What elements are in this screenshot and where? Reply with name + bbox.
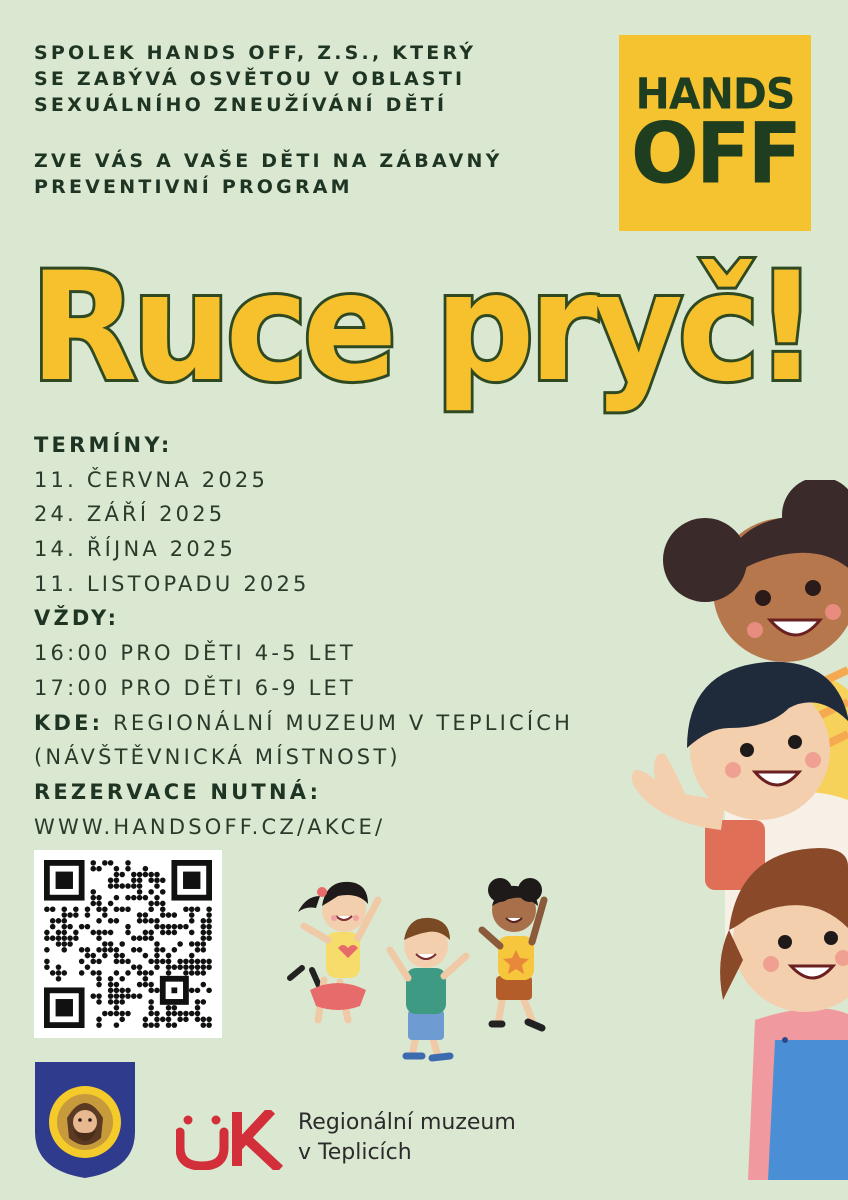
invitation-line: ZVE VÁS A VAŠE DĚTI NA ZÁBAVNÝ bbox=[34, 150, 503, 172]
event-info bbox=[34, 428, 654, 844]
where-detail: (NÁVŠTĚVNICKÁ MÍSTNOST) bbox=[34, 745, 401, 770]
headline-title: Ruce pryč! bbox=[30, 241, 813, 415]
date-item: 14. ŘÍJNA 2025 bbox=[34, 537, 237, 562]
teplice-crest-icon bbox=[33, 1060, 137, 1180]
peeking-girl-bottom bbox=[720, 848, 848, 1180]
hands-off-logo bbox=[619, 35, 811, 231]
always-label: VŽDY: bbox=[34, 606, 120, 631]
intro-line: SEXUÁLNÍHO ZNEUŽÍVÁNÍ DĚTÍ bbox=[34, 94, 448, 116]
qr-code-graphic bbox=[44, 860, 212, 1028]
museum-name-line: v Teplicích bbox=[298, 1140, 412, 1165]
uk-museum-logo-icon bbox=[176, 1110, 284, 1170]
date-item: 11. LISTOPADU 2025 bbox=[34, 571, 310, 596]
museum-name-line: Regionální muzeum bbox=[298, 1110, 516, 1135]
terms-label: TERMÍNY: bbox=[34, 433, 173, 457]
where-label: KDE: bbox=[34, 710, 104, 735]
reservation-url[interactable]: WWW.HANDSOFF.CZ/AKCE/ bbox=[34, 814, 386, 839]
date-item: 11. ČERVNA 2025 bbox=[34, 467, 269, 492]
logo-line-hands: HANDS bbox=[635, 68, 795, 120]
logo-line-off: OFF bbox=[630, 104, 800, 203]
girl-left-figure bbox=[290, 882, 378, 1020]
invitation-line: PREVENTIVNÍ PROGRAM bbox=[34, 176, 353, 198]
jumping-kids-icon bbox=[282, 860, 592, 1070]
museum-name bbox=[298, 1108, 516, 1168]
date-item: 24. ZÁŘÍ 2025 bbox=[34, 502, 226, 527]
where-row bbox=[34, 706, 654, 741]
boy-middle-figure bbox=[390, 918, 466, 1058]
reservation-label: REZERVACE NUTNÁ: bbox=[34, 779, 322, 804]
where-value: REGIONÁLNÍ MUZEUM V TEPLICÍCH bbox=[113, 710, 574, 735]
time-item: 17:00 PRO DĚTI 6-9 LET bbox=[34, 675, 356, 700]
intro-line: SPOLEK HANDS OFF, Z.S., KTERÝ bbox=[34, 42, 477, 64]
intro-line: SE ZABÝVÁ OSVĚTOU V OBLASTI bbox=[34, 68, 466, 90]
time-item: 16:00 PRO DĚTI 4-5 LET bbox=[34, 641, 356, 666]
peeking-kids-icon bbox=[605, 480, 848, 1180]
qr-code-icon[interactable] bbox=[34, 850, 222, 1038]
girl-right-figure bbox=[482, 878, 544, 1028]
intro-text bbox=[34, 40, 604, 200]
